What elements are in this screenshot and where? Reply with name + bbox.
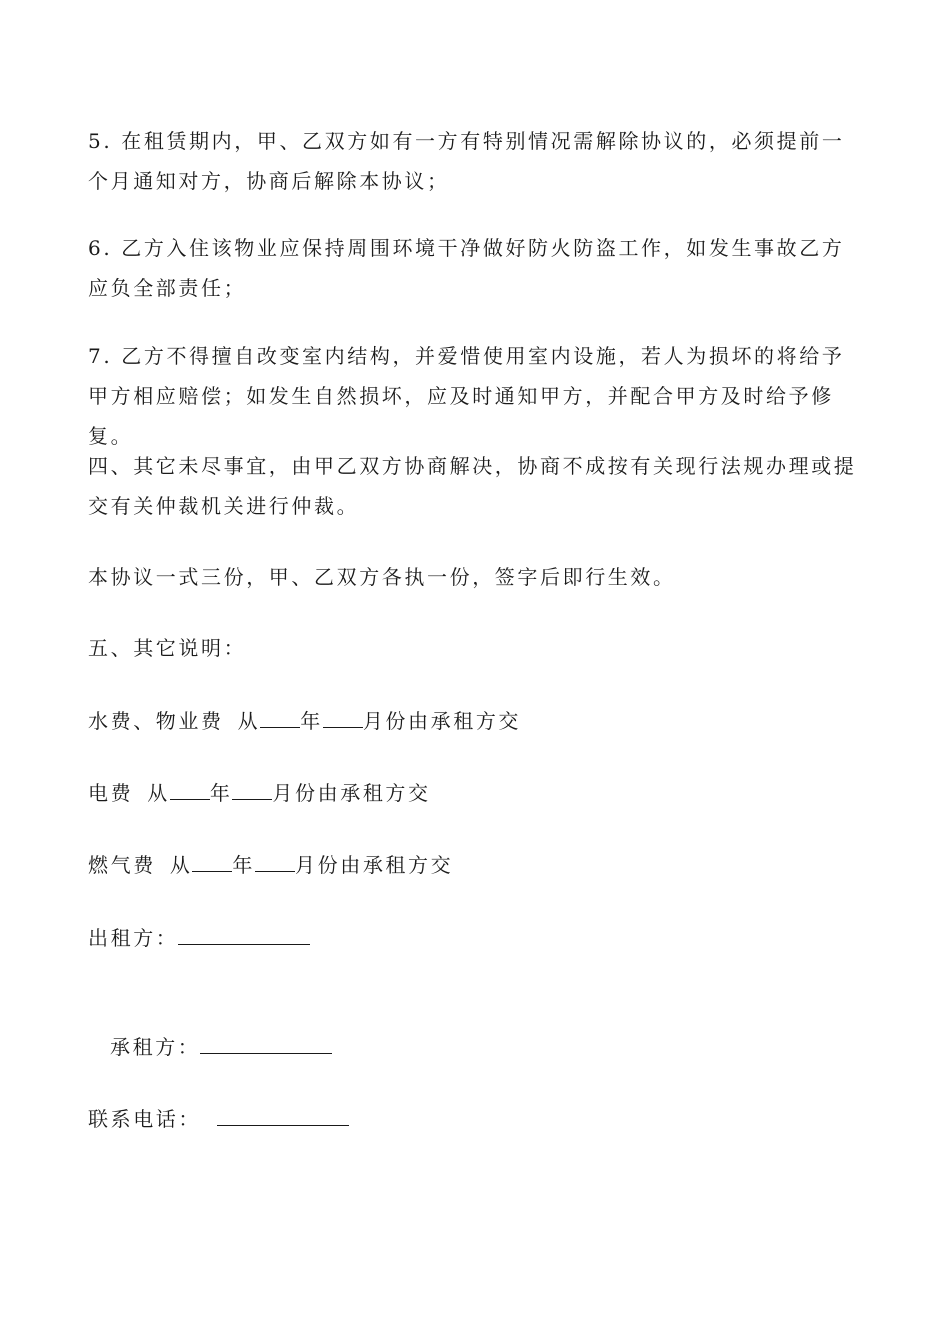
lessor-signature-blank[interactable] [178,922,310,945]
gas-fee-month-blank[interactable] [255,849,295,872]
phone-blank[interactable] [217,1103,349,1126]
clause-5: 5. 在租赁期内，甲、乙双方如有一方有特别情况需解除协议的，必须提前一个月通知对方，协商后解除本协议； [88,129,845,193]
electric-fee-year-blank[interactable] [170,777,210,800]
lessor-label: 出租方： [88,926,179,950]
phone-label: 联系电话： [88,1107,201,1131]
water-fee-year-blank[interactable] [260,705,300,728]
water-fee-suffix: 月份由承租方交 [362,709,522,733]
electric-fee-from: 从 [147,781,170,805]
water-fee-label: 水费、物业费 [88,709,224,733]
electric-fee-line [88,777,431,808]
electric-fee-month-blank[interactable] [232,777,272,800]
clause-6: 6. 乙方入住该物业应保持周围环境干净做好防火防盗工作，如发生事故乙方应负全部责任； [88,236,845,300]
electric-fee-year: 年 [209,781,233,805]
water-fee-year: 年 [300,709,323,733]
lessee-label: 承租方： [110,1035,201,1059]
copies-statement: 本协议一式三份，甲、乙双方各执一份，签字后即行生效。 [88,565,676,589]
gas-fee-label: 燃气费 [88,853,156,877]
phone-line [88,1103,349,1134]
water-fee-from: 从 [237,709,261,733]
gas-fee-year-blank[interactable] [192,849,232,872]
water-fee-month-blank[interactable] [323,705,363,728]
section-5-heading: 五、其它说明： [88,636,247,660]
clause-7: 7. 乙方不得擅自改变室内结构，并爱惜使用室内设施，若人为损坏的将给予甲方相应赔偿；如发生自然损坏，应及时通知甲方，并配合甲方及时给予修复。 [88,344,845,448]
gas-fee-year: 年 [232,853,256,877]
electric-fee-label: 电费 [88,781,134,805]
lessee-signature-line [110,1031,332,1062]
gas-fee-suffix: 月份由承租方交 [295,853,454,877]
lessor-signature-line [88,922,310,953]
lessee-signature-blank[interactable] [200,1031,332,1054]
section-4: 四、其它未尽事宜，由甲乙双方协商解决，协商不成按有关现行法规办理或提交有关仲裁机关进行仲裁。 [88,454,857,518]
electric-fee-suffix: 月份由承租方交 [272,781,431,805]
gas-fee-from: 从 [169,853,193,877]
water-fee-line [88,705,521,736]
gas-fee-line [88,849,453,880]
